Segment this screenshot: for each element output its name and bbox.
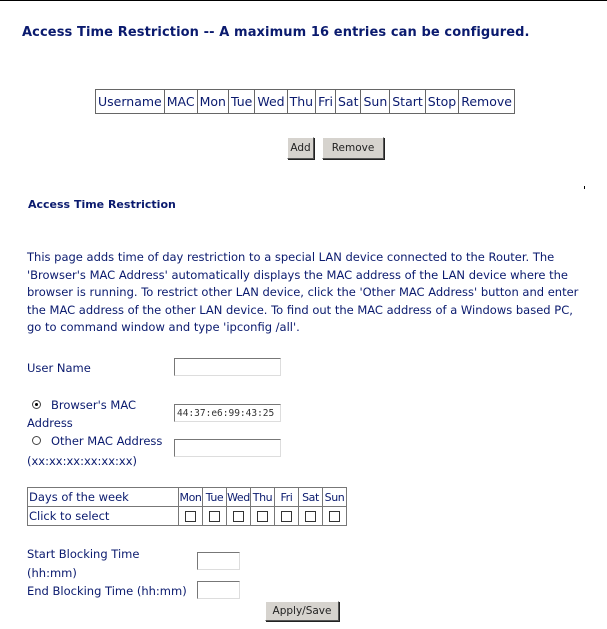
top-border-line <box>0 0 607 1</box>
section-title: Access Time Restriction <box>28 198 176 211</box>
col-thu: Thu <box>287 90 315 114</box>
col-remove: Remove <box>459 90 515 114</box>
day-label-fri: Fri <box>275 488 299 507</box>
other-mac-input[interactable] <box>174 439 281 457</box>
checkbox-mon[interactable] <box>185 511 196 522</box>
days-header-label: Days of the week <box>28 488 179 507</box>
entries-table <box>95 89 515 114</box>
other-mac-radio[interactable] <box>32 436 41 445</box>
days-of-week-table <box>27 487 347 526</box>
days-header-row <box>28 488 347 507</box>
browser-mac-label: Browser's MAC <box>51 398 137 412</box>
col-sat: Sat <box>335 90 361 114</box>
end-blocking-time-label: End Blocking Time (hh:mm) <box>27 584 187 598</box>
add-button[interactable]: Add <box>287 137 314 159</box>
page-title: Access Time Restriction -- A maximum 16 entries can be configured. <box>22 25 530 40</box>
checkbox-wed[interactable] <box>233 511 244 522</box>
day-label-sun: Sun <box>323 488 347 507</box>
checkbox-thu[interactable] <box>257 511 268 522</box>
browser-mac-label-cont: Address <box>27 416 73 430</box>
end-time-input[interactable] <box>197 581 240 599</box>
user-name-label: User Name <box>27 361 91 375</box>
apply-save-button[interactable]: Apply/Save <box>265 601 339 621</box>
days-select-row <box>28 507 347 526</box>
checkbox-fri[interactable] <box>281 511 292 522</box>
user-name-input[interactable] <box>174 358 281 376</box>
stray-mark <box>584 186 585 189</box>
start-blocking-time-label: Start Blocking Time <box>27 547 140 561</box>
checkbox-sat[interactable] <box>305 511 316 522</box>
day-label-sat: Sat <box>299 488 323 507</box>
col-start: Start <box>390 90 426 114</box>
remove-button[interactable]: Remove <box>322 137 384 159</box>
col-username: Username <box>96 90 165 114</box>
col-mac: MAC <box>164 90 197 114</box>
start-blocking-time-format: (hh:mm) <box>27 566 77 580</box>
day-label-mon: Mon <box>179 488 203 507</box>
browser-mac-field <box>174 404 281 422</box>
day-label-wed: Wed <box>227 488 251 507</box>
entries-table-header-row <box>96 90 515 114</box>
day-label-thu: Thu <box>251 488 275 507</box>
other-mac-label: Other MAC Address <box>51 434 163 448</box>
click-to-select-label: Click to select <box>28 507 179 526</box>
browser-mac-radio[interactable] <box>32 400 41 409</box>
day-label-tue: Tue <box>203 488 227 507</box>
start-time-input[interactable] <box>197 552 240 570</box>
col-mon: Mon <box>197 90 228 114</box>
description-text: This page adds time of day restriction to a special LAN device connected to the Router. The 'Browser's MAC Address' automatically displays the MAC address of the LAN device where the browser is running. To restrict other LAN device, click the 'Other MAC Address' button and enter the MAC address of the other LAN device. To find out the MAC address of a Windows based PC, go to command window and type 'ipconfig /all'. <box>27 250 579 334</box>
col-stop: Stop <box>425 90 458 114</box>
checkbox-tue[interactable] <box>209 511 220 522</box>
other-mac-format-hint: (xx:xx:xx:xx:xx:xx) <box>27 454 138 468</box>
checkbox-sun[interactable] <box>329 511 340 522</box>
col-sun: Sun <box>361 90 390 114</box>
col-fri: Fri <box>316 90 336 114</box>
col-tue: Tue <box>228 90 254 114</box>
col-wed: Wed <box>255 90 287 114</box>
